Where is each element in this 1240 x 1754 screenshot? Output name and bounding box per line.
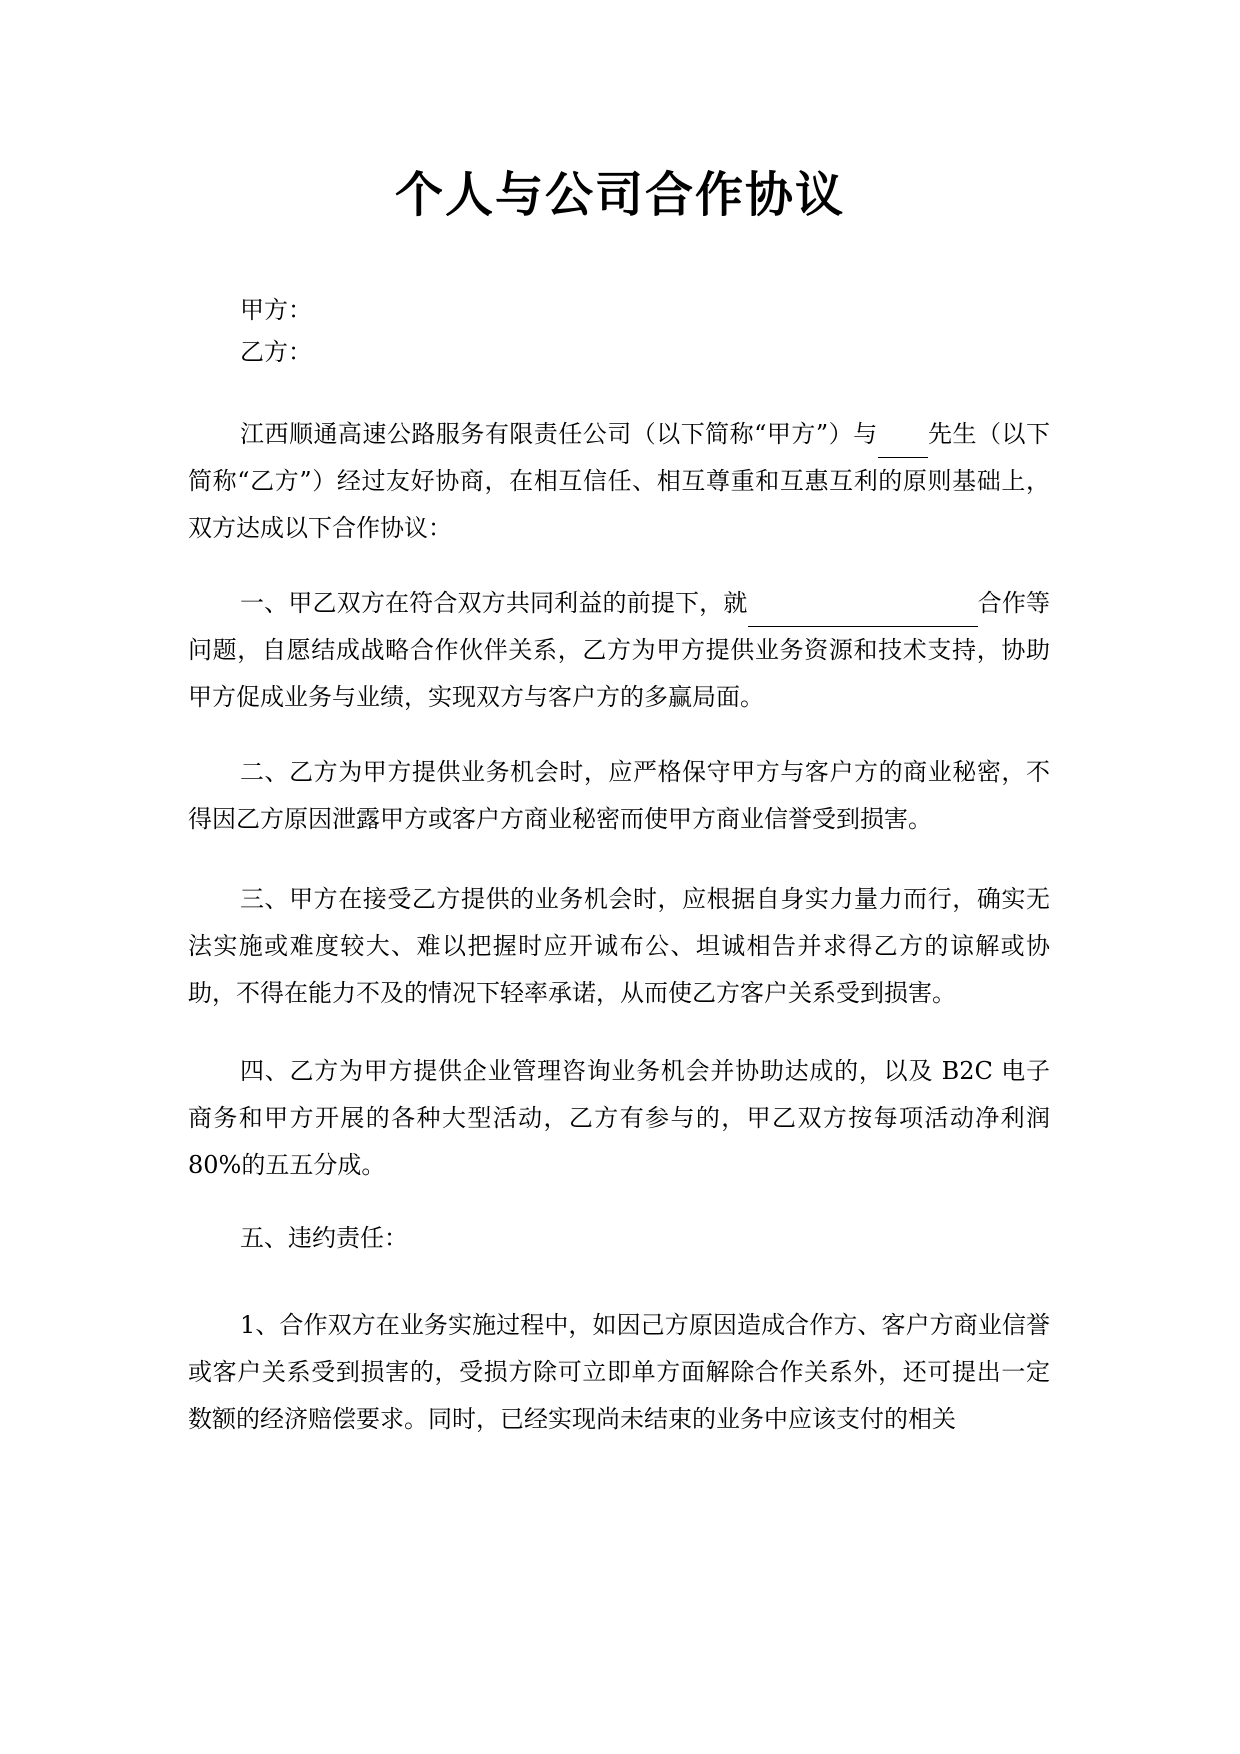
party-b-label: 乙方： (240, 338, 312, 366)
clause-5-heading: 五、违约责任： (240, 1224, 408, 1252)
clause-3-paragraph: 三、甲方在接受乙方提供的业务机会时，应根据自身实力量力而行，确实无法实施或难度较大、难以把握时应开诚布公、坦诚相告并求得乙方的谅解或协助，不得在能力不及的情况下轻率承诺，从而使乙方客户关系受到损害。 (188, 885, 1050, 1007)
document-title: 个人与公司合作协议 (394, 167, 845, 223)
intro-text-part2: 先生（以下简称“乙方”）经过友好协商，在相互信任、相互尊重和互惠互利的原则基础上，双方达成以下合作协议： (188, 420, 1050, 542)
clause-1-text-part1: 一、甲乙双方在符合双方共同利益的前提下，就 (240, 589, 748, 617)
party-a-label: 甲方： (240, 296, 312, 324)
clause-1-text-part2: 合作等问题，自愿结成战略合作伙伴关系，乙方为甲方提供业务资源和技术支持，协助甲方促成业务与业绩，实现双方与客户方的多赢局面。 (188, 589, 1050, 711)
cooperation-item-blank-line (748, 601, 978, 627)
clause-5-item-1-paragraph: 1、合作双方在业务实施过程中，如因己方原因造成合作方、客户方商业信誉或客户关系受到损害的，受损方除可立即单方面解除合作关系外，还可提出一定数额的经济赔偿要求。同时，已经实现尚未结束的业务中应该支付的相关 (188, 1311, 1050, 1433)
intro-text-part1: 江西顺通高速公路服务有限责任公司（以下简称“甲方”）与 (240, 420, 878, 448)
intro-paragraph (188, 411, 1050, 552)
name-blank-line (878, 432, 928, 458)
clause-4-paragraph: 四、乙方为甲方提供企业管理咨询业务机会并协助达成的，以及 B2C 电子商务和甲方开展的各种大型活动，乙方有参与的，甲乙双方按每项活动净利润 80%的五五分成。 (188, 1057, 1050, 1179)
clause-2-paragraph: 二、乙方为甲方提供业务机会时，应严格保守甲方与客户方的商业秘密，不得因乙方原因泄露甲方或客户方商业秘密而使甲方商业信誉受到损害。 (188, 758, 1050, 833)
clause-1-paragraph (188, 580, 1050, 721)
